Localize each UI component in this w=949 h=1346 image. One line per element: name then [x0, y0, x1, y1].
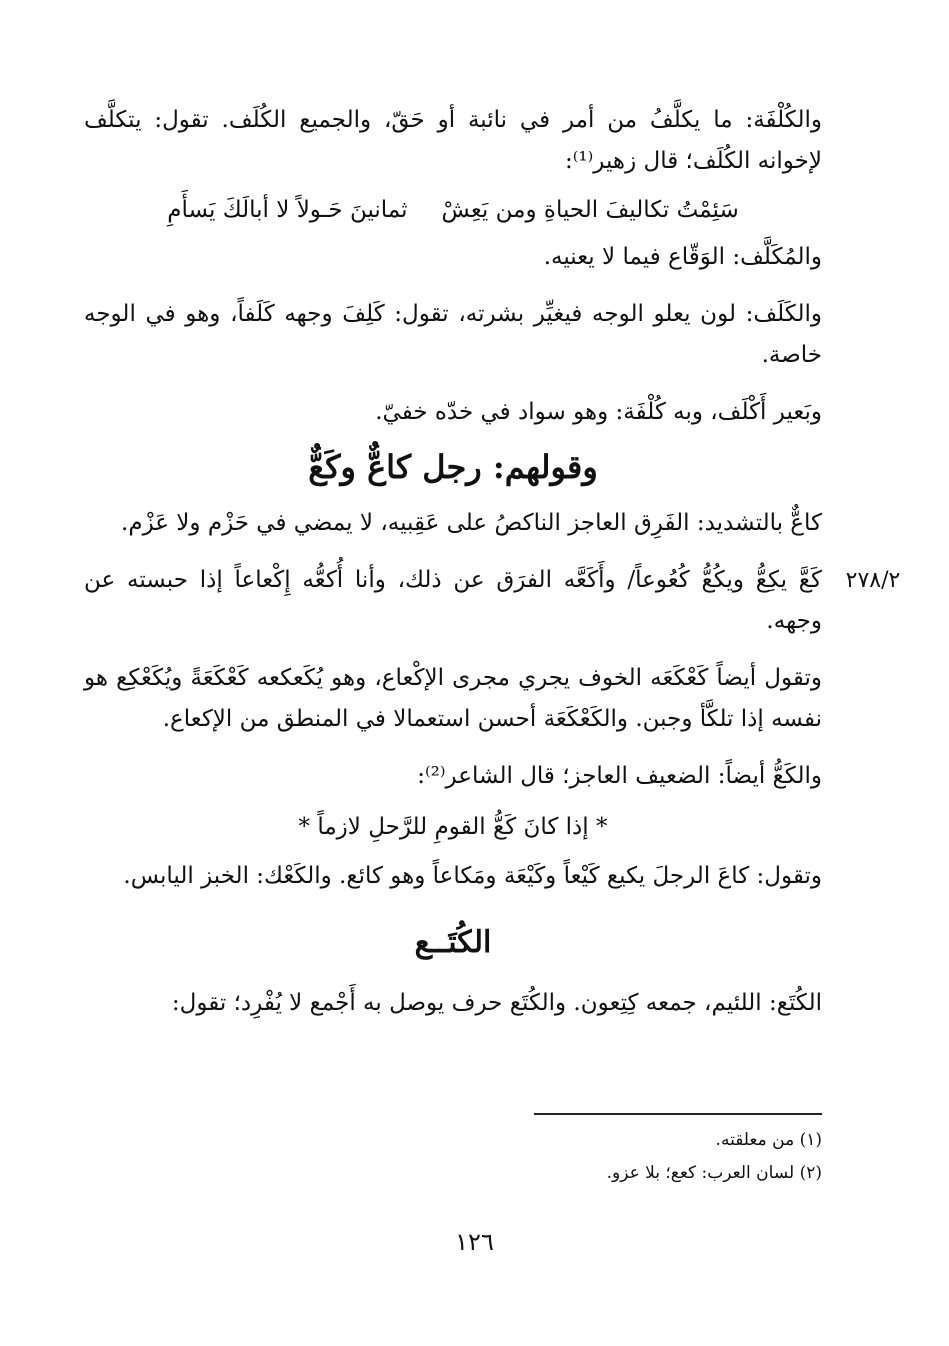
footnote-2: (٢) لسان العرب: كعع؛ بلا عزو.	[606, 1163, 822, 1183]
footnote-separator	[534, 1113, 822, 1115]
margin-reference: ٢٧٨/٢	[845, 568, 901, 593]
paragraph-aklaf: وبَعير أَكْلَف، وبه كُلْفَة: وهو سواد في خدّه خفيّ.	[375, 399, 822, 425]
poem-verse-zuhair	[84, 190, 822, 231]
section-heading-kaa: وقولهم: رجل كاعٌّ وكَعٌّ	[308, 448, 598, 486]
paragraph-kakaa: وتقول أيضاً كَعْكَعَه الخوف يجري مجرى الإكْعاع، وهو يُكَعكعه كَعْكَعَةً ويُكَعْكِع هو نفسه إذا تلكَّأ وجبن. والكَعْكَعَة أحسن استعمالا في المنطق من الإكعاع.	[84, 665, 822, 732]
main-text-column	[84, 100, 822, 1024]
footnote-1: (١) من معلقته.	[715, 1130, 822, 1150]
paragraph-kaa-verb: كَعَّ يكِعُّ ويكُعُّ كُعُوعاً/ وأَكَعَّه الفرَق عن ذلك، وأنا أُكعُّه إِكْعاعاً إذا حبسته عن وجهه.	[84, 567, 822, 634]
section-heading-kutaa: الكُتَــع	[414, 925, 492, 960]
page-number: ١٢٦	[455, 1228, 494, 1256]
paragraph-kaa-definition: كاعٌّ بالتشديد: الفَرِق العاجز الناكصُ على عَقِبيه، لا يمضي في حَزْم ولا عَزْم.	[121, 510, 822, 536]
paragraph-kulfa: والكُلْفَة: ما يكلَّفُ من أمر في نائبة أو حَقّ، والجميع الكُلَف. تقول: يتكلَّف لإخوانه الكُلَف؛ قال زهير⁽¹⁾:	[84, 107, 822, 174]
paragraph-kaa-weak: والكَعُّ أيضاً: الضعيف العاجز؛ قال الشاعر⁽²⁾:	[417, 763, 822, 789]
poem-verse-shaer: * إذا كانَ كَعُّ القومِ للرَّحلِ لازماً *	[298, 814, 608, 840]
footnotes	[607, 1124, 822, 1190]
paragraph-kayaa: وتقول: كاعَ الرجلَ يكيع كَيْعاً وكَيْعَة ومَكاعاً وهو كائع. والكَعْك: الخبز اليابس.	[123, 863, 822, 889]
paragraph-kalaf: والكَلَف: لون يعلو الوجه فيغيِّر بشرته، تقول: كَلِفَ وجهه كَلَفاً، وهو في الوجه خاصة.	[84, 301, 822, 368]
verse-second-hemistich: ثمانينَ حَـولاً لا أبالَكَ يَسأَمِ	[167, 197, 408, 223]
paragraph-kutaa: الكُتَع: اللئيم، جمعه كِتِعون. والكُتَع حرف يوصل به أَجْمع لا يُفْرِد؛ تقول:	[171, 990, 822, 1016]
paragraph-mukallaf: والمُكَلَّف: الوَقّاع فيما لا يعنيه.	[543, 244, 822, 270]
verse-first-hemistich: سَئِمْتُ تكاليفَ الحياةِ ومن يَعِشْ	[441, 197, 739, 223]
